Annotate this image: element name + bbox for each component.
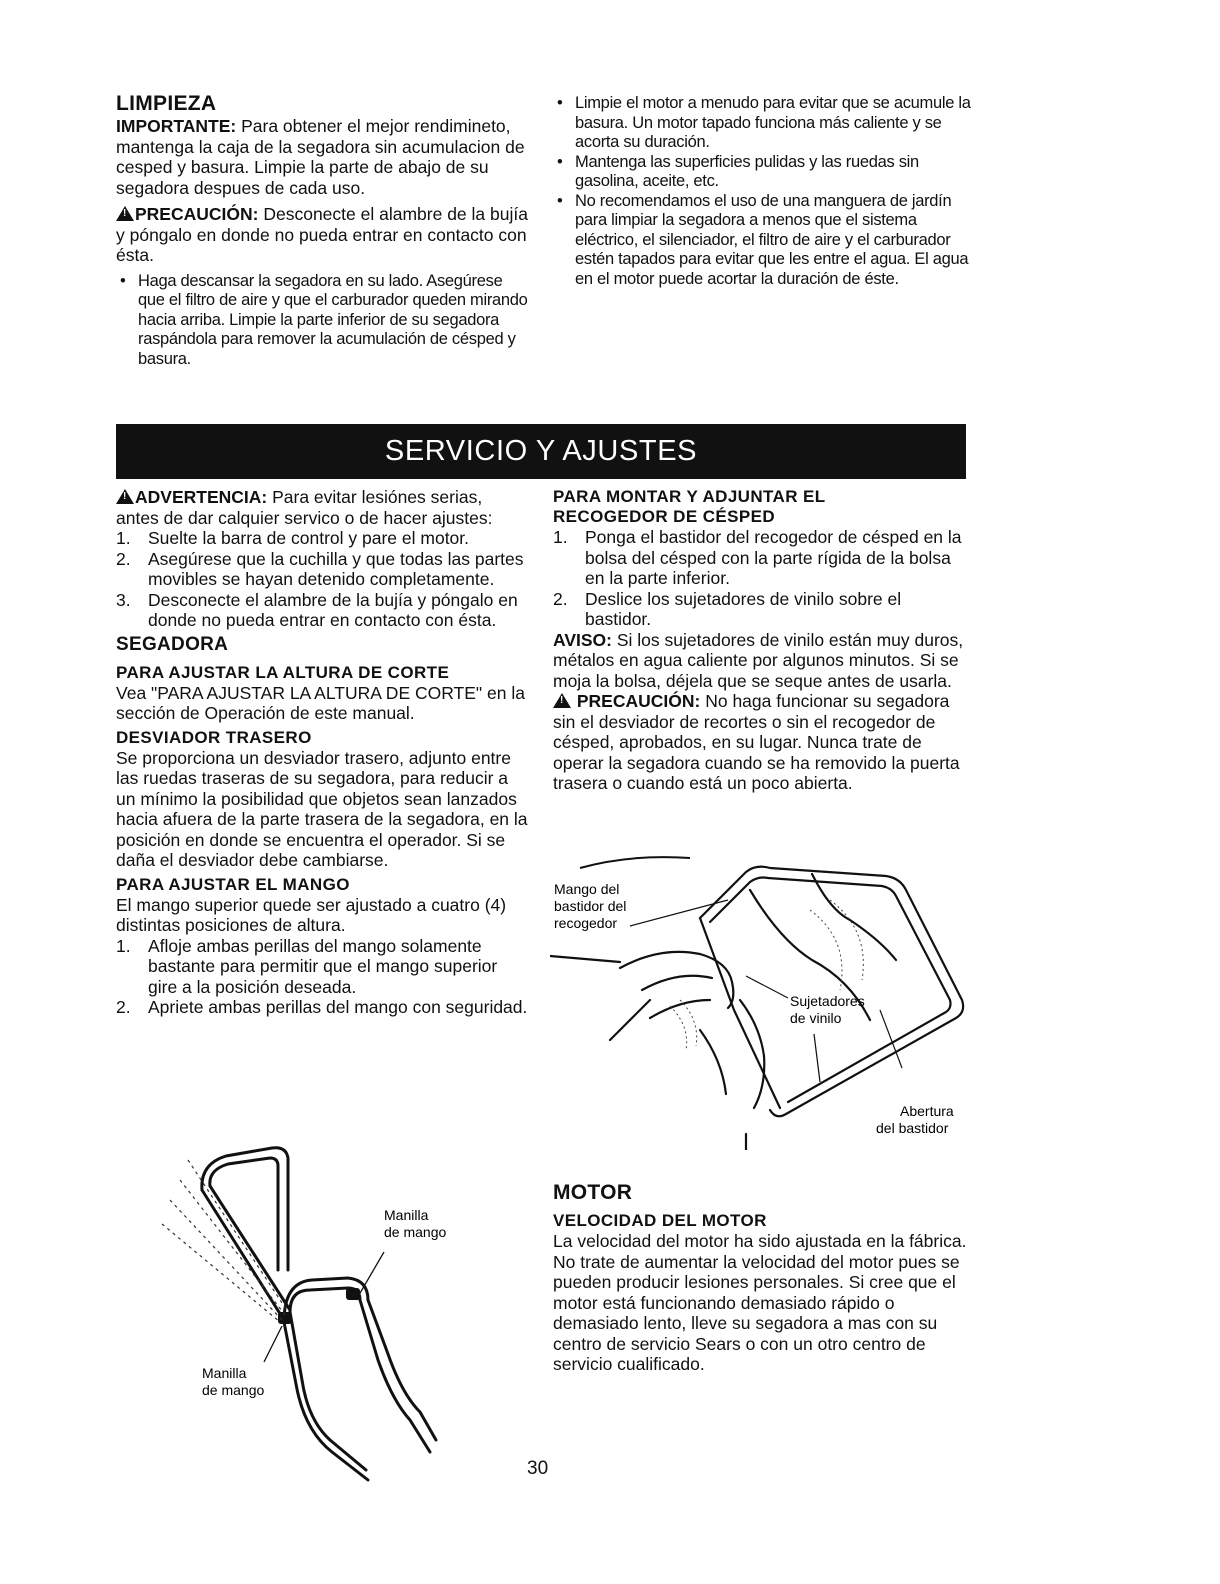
- aviso-paragraph: [553, 630, 971, 692]
- altura-text: Vea "PARA AJUSTAR LA ALTURA DE CORTE" en la sección de Operación de este manual.: [116, 682, 525, 723]
- item-text: Apriete ambas perillas del mango con seguridad.: [148, 997, 528, 1017]
- velocidad-heading: VELOCIDAD DEL MOTOR: [553, 1211, 767, 1230]
- precaucion-paragraph: [116, 204, 528, 266]
- limpieza-right-bullet-list: [553, 94, 971, 289]
- handle-label-right-1: Manilla: [384, 1207, 429, 1223]
- page-number: 30: [527, 1458, 549, 1479]
- list-item: [116, 997, 528, 1018]
- banner-title: SERVICIO Y AJUSTES: [384, 435, 698, 467]
- velocidad-text: La velocidad del motor ha sido ajustada en la fábrica. No trate de aumentar la velocidad del motor pues se pueden producir lesiones personales. Si cree que el motor está funcionando demasiado rápido o demasiado lento, lleve su segadora a mas con su centro de servicio Sears o con un otro centro de servicio cualificado.: [553, 1231, 967, 1374]
- item-number: 3.: [116, 589, 131, 610]
- precaucion-2-paragraph: [553, 691, 971, 794]
- motor-heading: MOTOR: [553, 1181, 633, 1204]
- advertencia-list: [116, 528, 528, 631]
- item-number: 1.: [553, 527, 568, 547]
- warning-triangle-icon: [553, 693, 571, 708]
- limpieza-right-section: [553, 94, 971, 289]
- warning-triangle-icon: [116, 206, 134, 221]
- aviso-label: AVISO:: [553, 629, 612, 650]
- recogedor-heading-1: PARA MONTAR Y ADJUNTAR EL: [553, 487, 826, 506]
- segadora-heading: SEGADORA: [116, 633, 229, 655]
- list-item: [116, 936, 528, 998]
- precaucion-label: PRECAUCIÓN:: [135, 204, 259, 224]
- item-number: 2.: [116, 548, 131, 569]
- section-banner: [116, 424, 966, 479]
- precaucion-2-label: PRECAUCIÓN:: [576, 691, 701, 711]
- list-item: • Mantenga las superficies pulidas y las ruedas sin gasolina, aceite, etc.: [553, 153, 971, 192]
- warning-triangle-icon: [116, 489, 134, 504]
- catcher-label-sujetadores-2: de vinilo: [790, 1010, 842, 1026]
- limpieza-section: [116, 92, 528, 369]
- importante-paragraph: [116, 116, 528, 198]
- mango-heading: PARA AJUSTAR EL MANGO: [116, 874, 350, 894]
- altura-heading: PARA AJUSTAR LA ALTURA DE CORTE: [116, 662, 450, 682]
- item-number: 1.: [116, 935, 131, 956]
- catcher-label-mango-1: Mango del: [554, 881, 620, 897]
- left-column: [116, 487, 528, 1018]
- catcher-label-sujetadores-1: Sujetadores: [790, 993, 865, 1009]
- importante-label: IMPORTANTE:: [116, 116, 237, 136]
- recogedor-heading-2: RECOGEDOR DE CÉSPED: [553, 507, 776, 526]
- mango-list: [116, 936, 528, 1018]
- mango-text: El mango superior quede ser ajustado a cuatro (4) distintas posiciones de altura.: [116, 894, 507, 935]
- list-item: • Limpie el motor a menudo para evitar que se acumule la basura. Un motor tapado funciona más caliente y se acorta su duración.: [553, 94, 971, 153]
- desviador-text: Se proporciona un desviador trasero, adjunto entre las ruedas traseras de su segadora, para reducir a un mínimo la posibilidad que objetos sean lanzados hacia afuera de la parte trasera de la segadora, en la posición en donde se encuentra el operador. Si se daña el desviador debe cambiarse.: [116, 747, 528, 870]
- list-item: • No recomendamos el uso de una manguera de jardín para limpiar la segadora a menos que el sistema eléctrico, el silenciador, el filtro de aire y el carburador estén tapados para evitar que les entre el agua. El agua en el motor puede acortar la duración de éste.: [553, 192, 971, 290]
- desviador-heading: DESVIADOR TRASERO: [116, 727, 312, 747]
- item-text: Ponga el bastidor del recogedor de césped en la bolsa del césped con la parte rígida de la bolsa en la parte inferior.: [585, 527, 962, 588]
- recogedor-list: [553, 527, 971, 630]
- limpieza-heading: LIMPIEZA: [116, 92, 217, 115]
- precaucion-text: Desconecte el alambre de la bujía y póngalo en donde no pueda entrar en contacto con ésta.: [116, 204, 528, 265]
- catcher-label-mango-2: bastidor del: [554, 898, 627, 914]
- catcher-illustration: [550, 850, 970, 1150]
- catcher-label-abertura-1: Abertura: [900, 1103, 954, 1119]
- advertencia-label: ADVERTENCIA:: [135, 487, 268, 507]
- advertencia-paragraph: [116, 487, 528, 528]
- list-item: [116, 549, 528, 590]
- list-item: [553, 527, 971, 589]
- motor-section: [553, 1181, 971, 1375]
- item-number: 1.: [116, 528, 131, 548]
- item-text: Suelte la barra de control y pare el motor.: [148, 528, 470, 548]
- item-text: Afloje ambas perillas del mango solamente bastante para permitir que el mango superior gire a la posición deseada.: [148, 935, 498, 997]
- aviso-text: Si los sujetadores de vinilo están muy duros, métalos en agua caliente por algunos minutos. Si se moja la bolsa, déjela que se seque antes de usarla.: [553, 629, 964, 691]
- item-number: 2.: [116, 997, 131, 1017]
- list-item: • Haga descansar la segadora en su lado. Asegúrese que el filtro de aire y que el carburador queden mirando hacia arriba. Limpie la parte inferior de su segadora raspándola para remover la acumulación de césped y basura.: [116, 272, 528, 370]
- item-number: 2.: [553, 588, 568, 609]
- item-text: Deslice los sujetadores de vinilo sobre el bastidor.: [585, 588, 902, 629]
- advertencia-text: Para evitar lesiónes serias, antes de dar calquier servico o de hacer ajustes:: [116, 487, 493, 528]
- handle-illustration: [140, 1140, 480, 1490]
- importante-text: Para obtener el mejor rendimineto, mantenga la caja de la segadora sin acumulacion de cesped y basura. Limpie la parte de abajo de su segadora despues de cada uso.: [116, 116, 525, 198]
- limpieza-bullet-list: [116, 272, 528, 370]
- right-column-recogedor: [553, 487, 971, 794]
- list-item: [116, 528, 528, 549]
- catcher-label-abertura-2: del bastidor: [876, 1120, 949, 1136]
- list-item: [116, 590, 528, 631]
- item-text: Asegúrese que la cuchilla y que todas las partes movibles se hayan detenido completamente.: [148, 548, 524, 589]
- item-text: Desconecte el alambre de la bujía y póngalo en donde no pueda entrar en contacto con ésta.: [148, 589, 518, 630]
- list-item: [553, 589, 971, 630]
- handle-label-left-2: de mango: [202, 1382, 265, 1398]
- handle-label-right-2: de mango: [384, 1224, 447, 1240]
- catcher-label-mango-3: recogedor: [554, 915, 618, 931]
- handle-label-left-1: Manilla: [202, 1365, 247, 1381]
- precaucion-2-text: No haga funcionar su segadora sin el desviador de recortes o sin el recogedor de césped, aprobados, en su lugar. Nunca trate de operar la segadora cuando se ha removido la puerta trasera o cuando está un poco abierta.: [553, 691, 960, 793]
